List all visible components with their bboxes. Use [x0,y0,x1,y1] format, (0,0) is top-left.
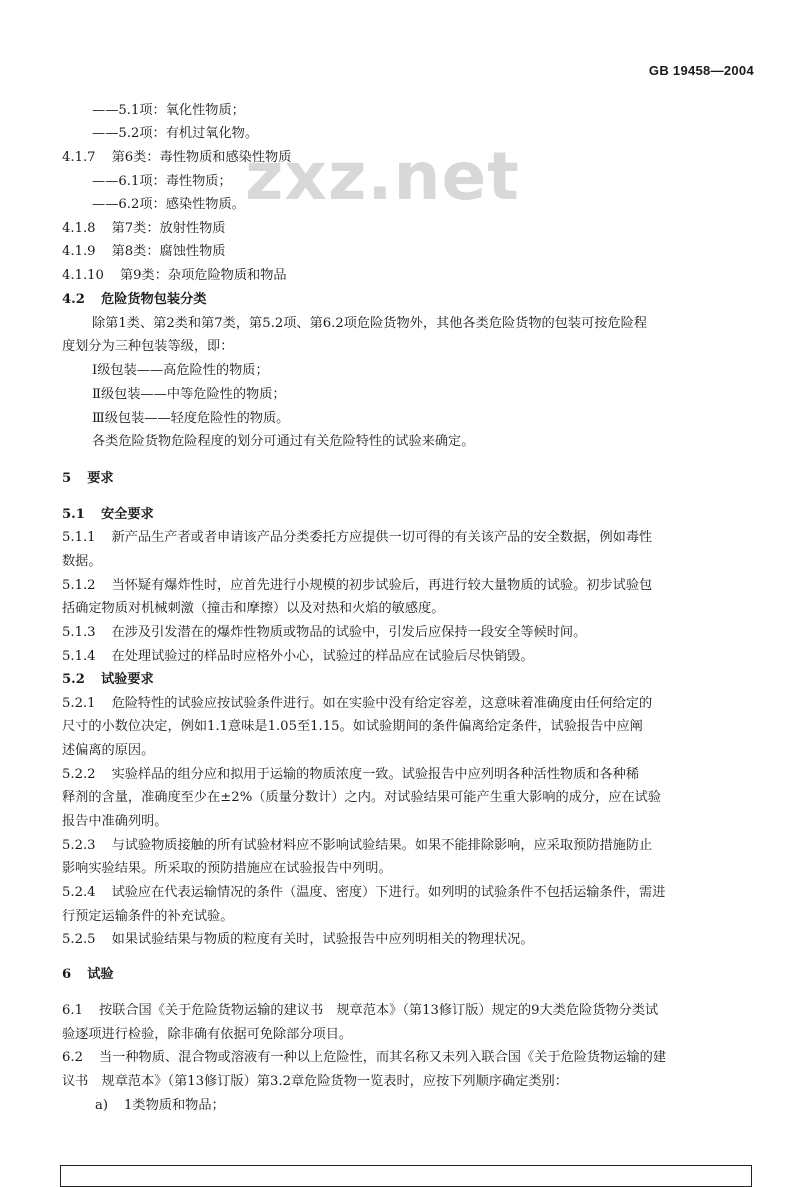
clause-text: 危险特性的试验应按试验条件进行。如在实验中没有给定容差，这意味着准确度由任何给定的 [111,696,653,711]
clause-number: 5.1.1 [62,530,96,545]
clause-text: 在处理试验过的样品时应格外小心，试验过的样品应在试验后尽快销毁。 [111,649,534,664]
paragraph-line: 数据。 [62,554,102,569]
list-item: Ⅰ级包装——高危险性的物质； [92,363,269,378]
clause-number: 5.2.2 [62,767,96,782]
paragraph-line: 述偏离的原因。 [62,743,155,758]
list-item: Ⅲ级包装——轻度危险性的物质。 [92,411,290,426]
list-item-a [95,1099,760,1112]
section-title: 试验 [87,967,114,982]
clause-number: 4.1.9 [62,244,96,259]
paragraph-line: 度划分为三种包装等级，即： [62,339,234,354]
paragraph-line: 议书 规章范本》（第13修订版）第3.2章危险货物一览表时，应按下列顺序确定类别： [62,1074,568,1089]
clause-4-1-7 [62,151,760,164]
list-item: Ⅱ级包装——中等危险性的物质； [92,387,286,402]
list-item: ——5.2项：有机过氧化物。 [92,126,259,141]
footer-frame [60,1165,752,1187]
clause-4-1-8 [62,222,760,235]
clause-text: 试验应在代表运输情况的条件（温度、密度）下进行。如列明的试验条件不包括运输条件，需进 [111,885,666,900]
clause-number: 5.2.1 [62,696,96,711]
clause-number: 6.1 [62,1003,83,1018]
clause-number: 6.2 [62,1050,83,1065]
paragraph-line: 影响实验结果。所采取的预防措施应在试验报告中列明。 [62,861,392,876]
clause-5-2-2 [62,768,760,781]
paragraph-line: 报告中准确列明。 [62,814,168,829]
clause-number: 5.1.3 [62,625,96,640]
section-number: 4.2 [62,292,85,307]
clause-number: 4.1.7 [62,150,96,165]
section-5-2-heading [62,673,760,686]
clause-number: 4.1.10 [62,268,104,283]
paragraph-line: 括确定物质对机械刺激（撞击和摩擦）以及对热和火焰的敏感度。 [62,601,445,616]
watermark: zxz.net [245,138,520,215]
section-4-2-heading [62,293,760,306]
clause-text: 第6类：毒性物质和感染性物质 [111,150,292,165]
clause-text: 与试验物质接触的所有试验材料应不影响试验结果。如果不能排除影响，应采取预防措施防止 [111,838,653,853]
clause-5-2-1 [62,697,760,710]
paragraph-line: 各类危险货物危险程度的划分可通过有关危险特性的试验来确定。 [92,434,475,449]
clause-number: 5.1.2 [62,578,96,593]
clause-number: 4.1.8 [62,221,96,236]
section-title: 安全要求 [100,507,154,522]
clause-text: 新产品生产者或者申请该产品分类委托方应提供一切可得的有关该产品的安全数据，例如毒性 [111,530,653,545]
clause-text: 第9类：杂项危险物质和物品 [119,268,287,283]
clause-5-2-3 [62,839,760,852]
clause-number: 5.2.5 [62,932,96,947]
clause-5-1-4 [62,650,760,663]
section-number: 5.1 [62,507,85,522]
clause-5-1-3 [62,626,760,639]
clause-5-1-1 [62,531,760,544]
clause-4-1-9 [62,245,760,258]
clause-text: 如果试验结果与物质的粒度有关时，试验报告中应列明相关的物理状况。 [111,932,534,947]
paragraph-line: 验逐项进行检验，除非确有依据可免除部分项目。 [62,1027,353,1042]
clause-4-1-10 [62,269,760,282]
section-5-1-heading [62,508,760,521]
list-item: ——6.2项：感染性物质。 [92,197,245,212]
clause-5-1-2 [62,579,760,592]
paragraph-line: 释剂的含量，准确度至少在±2%（质量分数计）之内。对试验结果可能产生重大影响的成分，应在试验 [62,790,662,805]
clause-6-2 [62,1051,760,1064]
clause-text: 按联合国《关于危险货物运输的建议书 规章范本》（第13修订版）规定的9大类危险货物分类试 [98,1003,659,1018]
clause-text: 当一种物质、混合物或溶液有一种以上危险性，而其名称又未列入联合国《关于危险货物运输的建 [98,1050,667,1065]
section-number: 5.2 [62,672,85,687]
clause-number: 5.2.4 [62,885,96,900]
clause-text: 当怀疑有爆炸性时，应首先进行小规模的初步试验后，再进行较大量物质的试验。初步试验包 [111,578,653,593]
clause-number: 5.2.3 [62,838,96,853]
clause-number: 5.1.4 [62,649,96,664]
section-number: 6 [62,967,72,982]
clause-5-2-5 [62,933,760,946]
list-item: ——6.1项：毒性物质； [92,174,232,189]
section-title: 危险货物包装分类 [100,292,207,307]
list-marker: a) [95,1098,109,1113]
section-title: 试验要求 [100,672,154,687]
list-text: 1类物质和物品； [124,1098,225,1113]
clause-5-2-4 [62,886,760,899]
clause-6-1 [62,1004,760,1017]
clause-text: 第7类：放射性物质 [111,221,226,236]
clause-text: 实验样品的组分应和拟用于运输的物质浓度一致。试验报告中应列明各种活性物质和各种稀 [111,767,640,782]
paragraph-line: 除第1类、第2类和第7类，第5.2项、第6.2项危险货物外，其他各类危险货物的包装可按危险程 [92,316,648,331]
section-5-heading [62,472,760,485]
section-title: 要求 [87,471,114,486]
paragraph-line: 尺寸的小数位决定，例如1.1意味是1.05至1.15。如试验期间的条件偏离给定条件，试验报告中应阐 [62,719,643,734]
list-item: ——5.1项：氧化性物质； [92,103,245,118]
paragraph-line: 行预定运输条件的补充试验。 [62,909,234,924]
section-number: 5 [62,471,72,486]
section-6-heading [62,968,760,981]
clause-text: 在涉及引发潜在的爆炸性物质或物品的试验中，引发后应保持一段安全等候时间。 [111,625,587,640]
standard-number: GB 19458—2004 [648,63,754,78]
clause-text: 第8类：腐蚀性物质 [111,244,226,259]
